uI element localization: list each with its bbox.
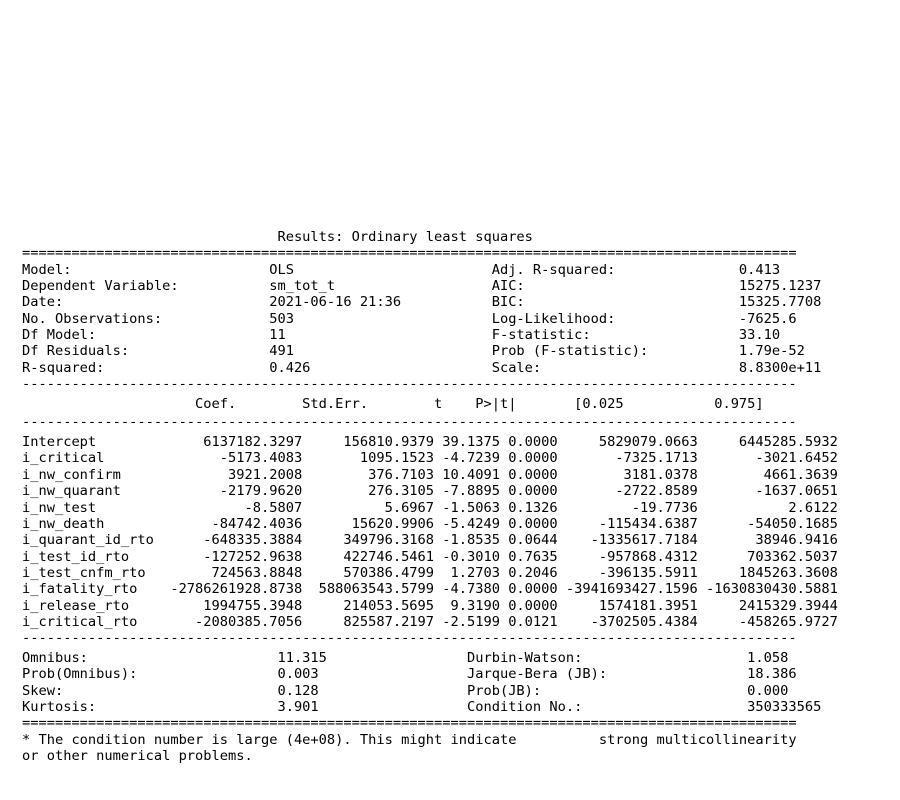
report-title: Results: Ordinary least squares xyxy=(22,229,533,245)
coef-row: i_release_rto 1994755.3948 214053.5695 9.3190 0.0000 1574181.3951 2415329.3944 xyxy=(22,597,838,614)
coef-row: i_quarant_id_rto -648335.3884 349796.3168 -1.8535 0.0644 -1335617.7184 38946.9416 xyxy=(22,532,838,549)
diagnostics-row: Prob(Omnibus): 0.003 Jarque-Bera (JB): 18.386 xyxy=(22,666,797,683)
single-rule: ---------------------------------------------------------------------------------------------- xyxy=(22,414,797,431)
coef-row: i_fatality_rto -2786261928.8738 588063543.5799 -4.7380 0.0000 -3941693427.1596 -1630830430.5881 xyxy=(22,581,838,598)
diagnostics-row: Skew: 0.128 Prob(JB): 0.000 xyxy=(22,682,789,699)
model-info-row: R-squared: 0.426 Scale: 8.8300e+11 xyxy=(22,359,822,376)
coef-row: i_critical -5173.4083 1095.1523 -4.7239 0.0000 -7325.1713 -3021.6452 xyxy=(22,450,838,467)
coef-row: i_test_cnfm_rto 724563.8848 570386.4799 1.2703 0.2046 -396135.5911 1845263.3608 xyxy=(22,564,838,581)
single-rule: ---------------------------------------------------------------------------------------------- xyxy=(22,630,797,647)
double-rule-top: ============================================================================================== xyxy=(22,245,797,262)
model-info-row: Model: OLS Adj. R-squared: 0.413 xyxy=(22,261,781,278)
model-info-row: No. Observations: 503 Log-Likelihood: -7625.6 xyxy=(22,310,797,327)
coef-row: Intercept 6137182.3297 156810.9379 39.1375 0.0000 5829079.0663 6445285.5932 xyxy=(22,434,838,451)
double-rule-bottom: ============================================================================================== xyxy=(22,715,797,732)
coef-row: i_test_id_rto -127252.9638 422746.5461 -0.3010 0.7635 -957868.4312 703362.5037 xyxy=(22,548,838,565)
regression-results-report xyxy=(22,229,882,765)
model-info-row: Df Model: 11 F-statistic: 33.10 xyxy=(22,327,781,344)
coef-row: i_nw_quarant -2179.9620 276.3105 -7.8895 0.0000 -2722.8589 -1637.0651 xyxy=(22,483,838,500)
diagnostics-row: Omnibus: 11.315 Durbin-Watson: 1.058 xyxy=(22,650,789,667)
coef-row: i_nw_confirm 3921.2008 376.7103 10.4091 0.0000 3181.0378 4661.3639 xyxy=(22,466,838,483)
single-rule: ---------------------------------------------------------------------------------------------- xyxy=(22,376,797,393)
coef-row: i_critical_rto -2080385.7056 825587.2197 -2.5199 0.0121 -3702505.4384 -458265.9727 xyxy=(22,613,838,630)
model-info-row: Df Residuals: 491 Prob (F-statistic): 1.79e-52 xyxy=(22,343,805,360)
note-line: or other numerical problems. xyxy=(22,748,253,765)
model-info-row: Dependent Variable: sm_tot_t AIC: 15275.1237 xyxy=(22,278,822,295)
note-line: * The condition number is large (4e+08). This might indicate strong multicollinearity xyxy=(22,731,797,748)
coef-row: i_nw_death -84742.4036 15620.9906 -5.4249 0.0000 -115434.6387 -54050.1685 xyxy=(22,515,838,532)
coef-row: i_nw_test -8.5807 5.6967 -1.5063 0.1326 -19.7736 2.6122 xyxy=(22,499,838,516)
diagnostics-row: Kurtosis: 3.901 Condition No.: 350333565 xyxy=(22,699,822,716)
model-info-row: Date: 2021-06-16 21:36 BIC: 15325.7708 xyxy=(22,294,822,311)
coef-table-header: Coef. Std.Err. t P>|t| [0.025 0.975] xyxy=(22,395,764,412)
